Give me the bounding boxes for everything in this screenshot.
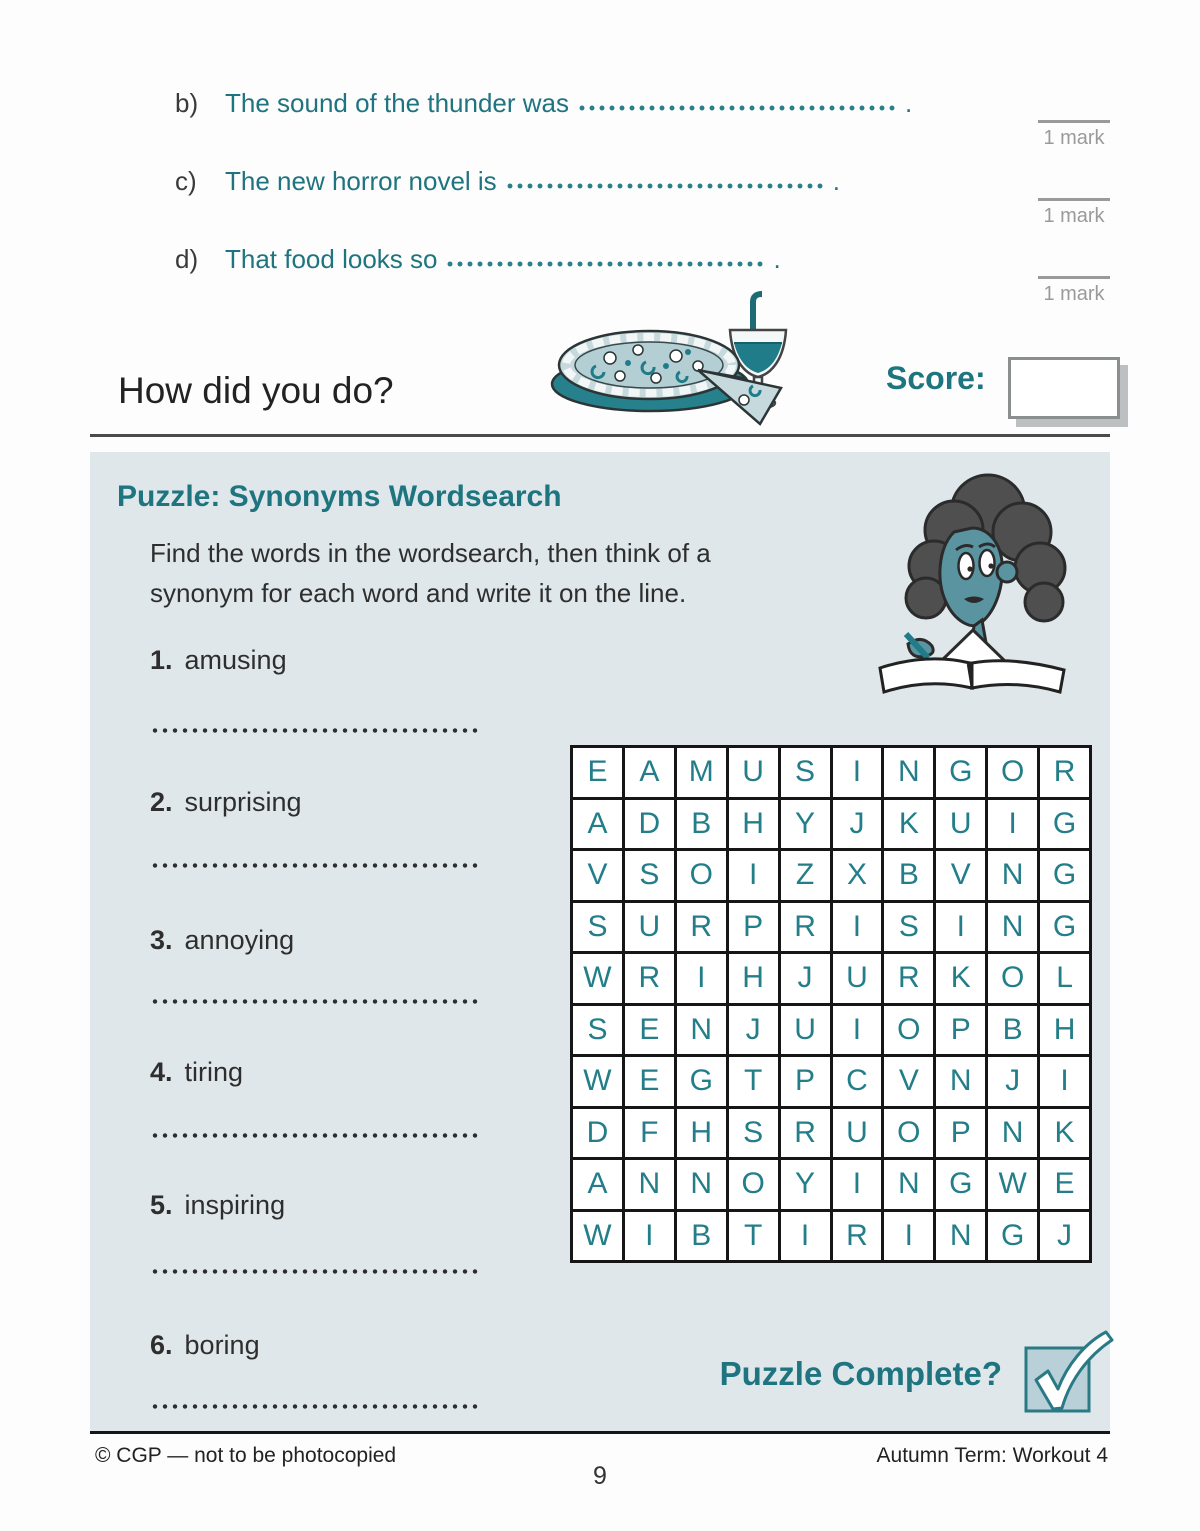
word-number: 4. bbox=[150, 1057, 173, 1087]
wordsearch-cell[interactable]: W bbox=[988, 1160, 1037, 1209]
student-writing-illustration bbox=[870, 468, 1075, 713]
footer-copyright: © CGP — not to be photocopied bbox=[95, 1444, 397, 1467]
wordsearch-cell[interactable]: P bbox=[936, 1006, 985, 1055]
wordsearch-cell[interactable]: E bbox=[573, 748, 622, 797]
question-label: b) bbox=[175, 88, 199, 118]
answer-line[interactable] bbox=[505, 178, 825, 190]
question-label: c) bbox=[175, 166, 197, 196]
word-text: amusing bbox=[184, 645, 287, 675]
wordsearch-cell[interactable]: G bbox=[1040, 903, 1089, 952]
wordsearch-cell[interactable]: Z bbox=[781, 851, 830, 900]
footer-term-label: Autumn Term: Workout 4 bbox=[876, 1444, 1108, 1467]
wordsearch-cell[interactable]: H bbox=[1040, 1006, 1089, 1055]
mark-badge: 1 mark bbox=[1038, 276, 1110, 306]
question-text: That food looks so bbox=[225, 244, 438, 274]
wordsearch-cell[interactable]: G bbox=[988, 1212, 1037, 1261]
answer-line[interactable] bbox=[150, 724, 482, 734]
wordsearch-cell[interactable]: D bbox=[625, 800, 674, 849]
how-did-you-do-text: How did you do? bbox=[118, 370, 394, 411]
wordsearch-cell[interactable]: N bbox=[884, 748, 933, 797]
puzzle-word-5 bbox=[150, 1190, 285, 1221]
wordsearch-cell[interactable]: R bbox=[625, 954, 674, 1003]
answer-line[interactable] bbox=[445, 256, 765, 268]
wordsearch-cell[interactable]: U bbox=[729, 748, 778, 797]
wordsearch-cell[interactable]: I bbox=[1040, 1057, 1089, 1106]
wordsearch-cell[interactable]: I bbox=[833, 903, 882, 952]
wordsearch-cell[interactable]: K bbox=[936, 954, 985, 1003]
wordsearch-cell[interactable]: O bbox=[729, 1160, 778, 1209]
wordsearch-cell[interactable]: F bbox=[625, 1109, 674, 1158]
answer-line[interactable] bbox=[150, 1129, 482, 1139]
wordsearch-cell[interactable]: J bbox=[833, 800, 882, 849]
wordsearch-cell[interactable]: N bbox=[677, 1006, 726, 1055]
wordsearch-cell[interactable]: N bbox=[625, 1160, 674, 1209]
wordsearch-cell[interactable]: P bbox=[729, 903, 778, 952]
mark-badge: 1 mark bbox=[1038, 120, 1110, 150]
wordsearch-cell[interactable]: V bbox=[936, 851, 985, 900]
wordsearch-cell[interactable]: J bbox=[988, 1057, 1037, 1106]
answer-line[interactable] bbox=[577, 100, 897, 112]
wordsearch-cell[interactable]: A bbox=[573, 800, 622, 849]
question-d bbox=[175, 244, 781, 275]
wordsearch-cell[interactable]: E bbox=[1040, 1160, 1089, 1209]
wordsearch-cell[interactable]: T bbox=[729, 1212, 778, 1261]
question-c bbox=[175, 166, 840, 197]
wordsearch-cell[interactable]: B bbox=[677, 800, 726, 849]
wordsearch-cell[interactable]: U bbox=[625, 903, 674, 952]
section-divider bbox=[90, 434, 1110, 437]
puzzle-word-3 bbox=[150, 925, 294, 956]
wordsearch-cell[interactable]: W bbox=[573, 954, 622, 1003]
wordsearch-cell[interactable]: S bbox=[625, 851, 674, 900]
wordsearch-cell[interactable]: A bbox=[625, 748, 674, 797]
puzzle-word-1 bbox=[150, 645, 287, 676]
wordsearch-cell[interactable]: I bbox=[833, 748, 882, 797]
puzzle-complete-checkbox[interactable] bbox=[1022, 1328, 1114, 1421]
wordsearch-cell[interactable]: I bbox=[833, 1006, 882, 1055]
wordsearch-cell[interactable]: I bbox=[988, 800, 1037, 849]
answer-line[interactable] bbox=[150, 859, 482, 869]
wordsearch-cell[interactable]: G bbox=[1040, 800, 1089, 849]
wordsearch-cell[interactable]: V bbox=[573, 851, 622, 900]
wordsearch-cell[interactable]: S bbox=[729, 1109, 778, 1158]
wordsearch-cell[interactable]: O bbox=[988, 748, 1037, 797]
answer-line[interactable] bbox=[150, 1265, 482, 1275]
word-text: surprising bbox=[184, 787, 302, 817]
wordsearch-cell[interactable]: W bbox=[573, 1057, 622, 1106]
wordsearch-cell[interactable]: U bbox=[833, 1109, 882, 1158]
puzzle-instructions-line2: synonym for each word and write it on the line. bbox=[150, 578, 687, 608]
wordsearch-cell[interactable]: I bbox=[833, 1160, 882, 1209]
puzzle-complete-label: Puzzle Complete? bbox=[719, 1355, 1002, 1392]
word-text: boring bbox=[184, 1330, 260, 1360]
question-suffix: . bbox=[905, 88, 913, 118]
word-number: 5. bbox=[150, 1190, 173, 1220]
wordsearch-cell[interactable]: N bbox=[988, 851, 1037, 900]
answer-line[interactable] bbox=[150, 1400, 482, 1410]
wordsearch-cell[interactable]: R bbox=[1040, 748, 1089, 797]
wordsearch-cell[interactable]: R bbox=[781, 1109, 830, 1158]
wordsearch-cell[interactable]: S bbox=[884, 903, 933, 952]
wordsearch-cell[interactable]: T bbox=[729, 1057, 778, 1106]
wordsearch-cell[interactable]: W bbox=[573, 1212, 622, 1261]
wordsearch-cell[interactable]: U bbox=[833, 954, 882, 1003]
pizza-and-drink-illustration bbox=[548, 286, 798, 433]
word-text: annoying bbox=[184, 925, 295, 955]
wordsearch-cell[interactable]: O bbox=[884, 1006, 933, 1055]
wordsearch-cell[interactable]: M bbox=[677, 748, 726, 797]
wordsearch-cell[interactable]: O bbox=[988, 954, 1037, 1003]
wordsearch-cell[interactable]: R bbox=[781, 903, 830, 952]
wordsearch-cell[interactable]: J bbox=[1040, 1212, 1089, 1261]
wordsearch-cell[interactable]: N bbox=[988, 903, 1037, 952]
wordsearch-cell[interactable]: I bbox=[625, 1212, 674, 1261]
word-number: 1. bbox=[150, 645, 173, 675]
wordsearch-cell[interactable]: I bbox=[781, 1212, 830, 1261]
wordsearch-cell[interactable]: U bbox=[781, 1006, 830, 1055]
wordsearch-cell[interactable]: P bbox=[936, 1109, 985, 1158]
wordsearch-cell[interactable]: J bbox=[781, 954, 830, 1003]
question-text: The sound of the thunder was bbox=[225, 88, 570, 118]
wordsearch-cell[interactable]: E bbox=[625, 1057, 674, 1106]
wordsearch-cell[interactable]: J bbox=[729, 1006, 778, 1055]
wordsearch-cell[interactable]: Y bbox=[781, 800, 830, 849]
wordsearch-cell[interactable]: I bbox=[729, 851, 778, 900]
question-b bbox=[175, 88, 912, 119]
wordsearch-cell[interactable]: N bbox=[936, 1212, 985, 1261]
wordsearch-cell[interactable]: N bbox=[936, 1057, 985, 1106]
puzzle-word-6 bbox=[150, 1330, 260, 1361]
wordsearch-cell[interactable]: H bbox=[729, 800, 778, 849]
wordsearch-cell[interactable]: I bbox=[936, 903, 985, 952]
wordsearch-cell[interactable]: E bbox=[625, 1006, 674, 1055]
wordsearch-cell[interactable]: R bbox=[833, 1212, 882, 1261]
puzzle-instructions-line1: Find the words in the wordsearch, then think of a bbox=[150, 538, 711, 568]
wordsearch-cell[interactable]: H bbox=[677, 1109, 726, 1158]
wordsearch-cell[interactable]: G bbox=[1040, 851, 1089, 900]
question-suffix: . bbox=[773, 244, 781, 274]
wordsearch-cell[interactable]: R bbox=[884, 954, 933, 1003]
wordsearch-cell[interactable]: B bbox=[988, 1006, 1037, 1055]
wordsearch-cell[interactable]: I bbox=[884, 1212, 933, 1261]
wordsearch-cell[interactable]: G bbox=[936, 1160, 985, 1209]
wordsearch-cell[interactable]: N bbox=[884, 1160, 933, 1209]
score-input-box[interactable] bbox=[1008, 357, 1120, 419]
page-number: 9 bbox=[593, 1462, 607, 1490]
wordsearch-cell[interactable]: K bbox=[1040, 1109, 1089, 1158]
wordsearch-cell[interactable]: N bbox=[677, 1160, 726, 1209]
wordsearch-grid bbox=[570, 745, 1092, 1263]
word-text: tiring bbox=[184, 1057, 244, 1087]
wordsearch-cell[interactable]: G bbox=[936, 748, 985, 797]
wordsearch-cell[interactable]: N bbox=[988, 1109, 1037, 1158]
question-suffix: . bbox=[832, 166, 840, 196]
answer-line[interactable] bbox=[150, 995, 482, 1005]
wordsearch-cell[interactable]: S bbox=[573, 903, 622, 952]
wordsearch-cell[interactable]: G bbox=[677, 1057, 726, 1106]
word-text: inspiring bbox=[184, 1190, 286, 1220]
wordsearch-cell[interactable]: I bbox=[677, 954, 726, 1003]
wordsearch-cell[interactable]: X bbox=[833, 851, 882, 900]
puzzle-title: Puzzle: Synonyms Wordsearch bbox=[117, 480, 562, 513]
question-text: The new horror novel is bbox=[225, 166, 497, 196]
wordsearch-cell[interactable]: L bbox=[1040, 954, 1089, 1003]
score-label: Score: bbox=[886, 360, 986, 396]
puzzle-word-4 bbox=[150, 1057, 243, 1088]
wordsearch-cell[interactable]: H bbox=[729, 954, 778, 1003]
wordsearch-cell[interactable]: B bbox=[677, 1212, 726, 1261]
wordsearch-cell[interactable]: S bbox=[781, 748, 830, 797]
wordsearch-cell[interactable]: A bbox=[573, 1160, 622, 1209]
word-number: 2. bbox=[150, 787, 173, 817]
wordsearch-cell[interactable]: D bbox=[573, 1109, 622, 1158]
wordsearch-cell[interactable]: R bbox=[677, 903, 726, 952]
question-label: d) bbox=[175, 244, 199, 274]
wordsearch-cell[interactable]: K bbox=[884, 800, 933, 849]
puzzle-panel bbox=[90, 452, 1110, 1434]
wordsearch-cell[interactable]: O bbox=[884, 1109, 933, 1158]
wordsearch-cell[interactable]: P bbox=[781, 1057, 830, 1106]
wordsearch-cell[interactable]: V bbox=[884, 1057, 933, 1106]
wordsearch-cell[interactable]: S bbox=[573, 1006, 622, 1055]
puzzle-word-2 bbox=[150, 787, 302, 818]
wordsearch-cell[interactable]: O bbox=[677, 851, 726, 900]
word-number: 3. bbox=[150, 925, 173, 955]
mark-badge: 1 mark bbox=[1038, 198, 1110, 228]
wordsearch-cell[interactable]: U bbox=[936, 800, 985, 849]
wordsearch-cell[interactable]: B bbox=[884, 851, 933, 900]
word-number: 6. bbox=[150, 1330, 173, 1360]
wordsearch-cell[interactable]: C bbox=[833, 1057, 882, 1106]
wordsearch-cell[interactable]: Y bbox=[781, 1160, 830, 1209]
